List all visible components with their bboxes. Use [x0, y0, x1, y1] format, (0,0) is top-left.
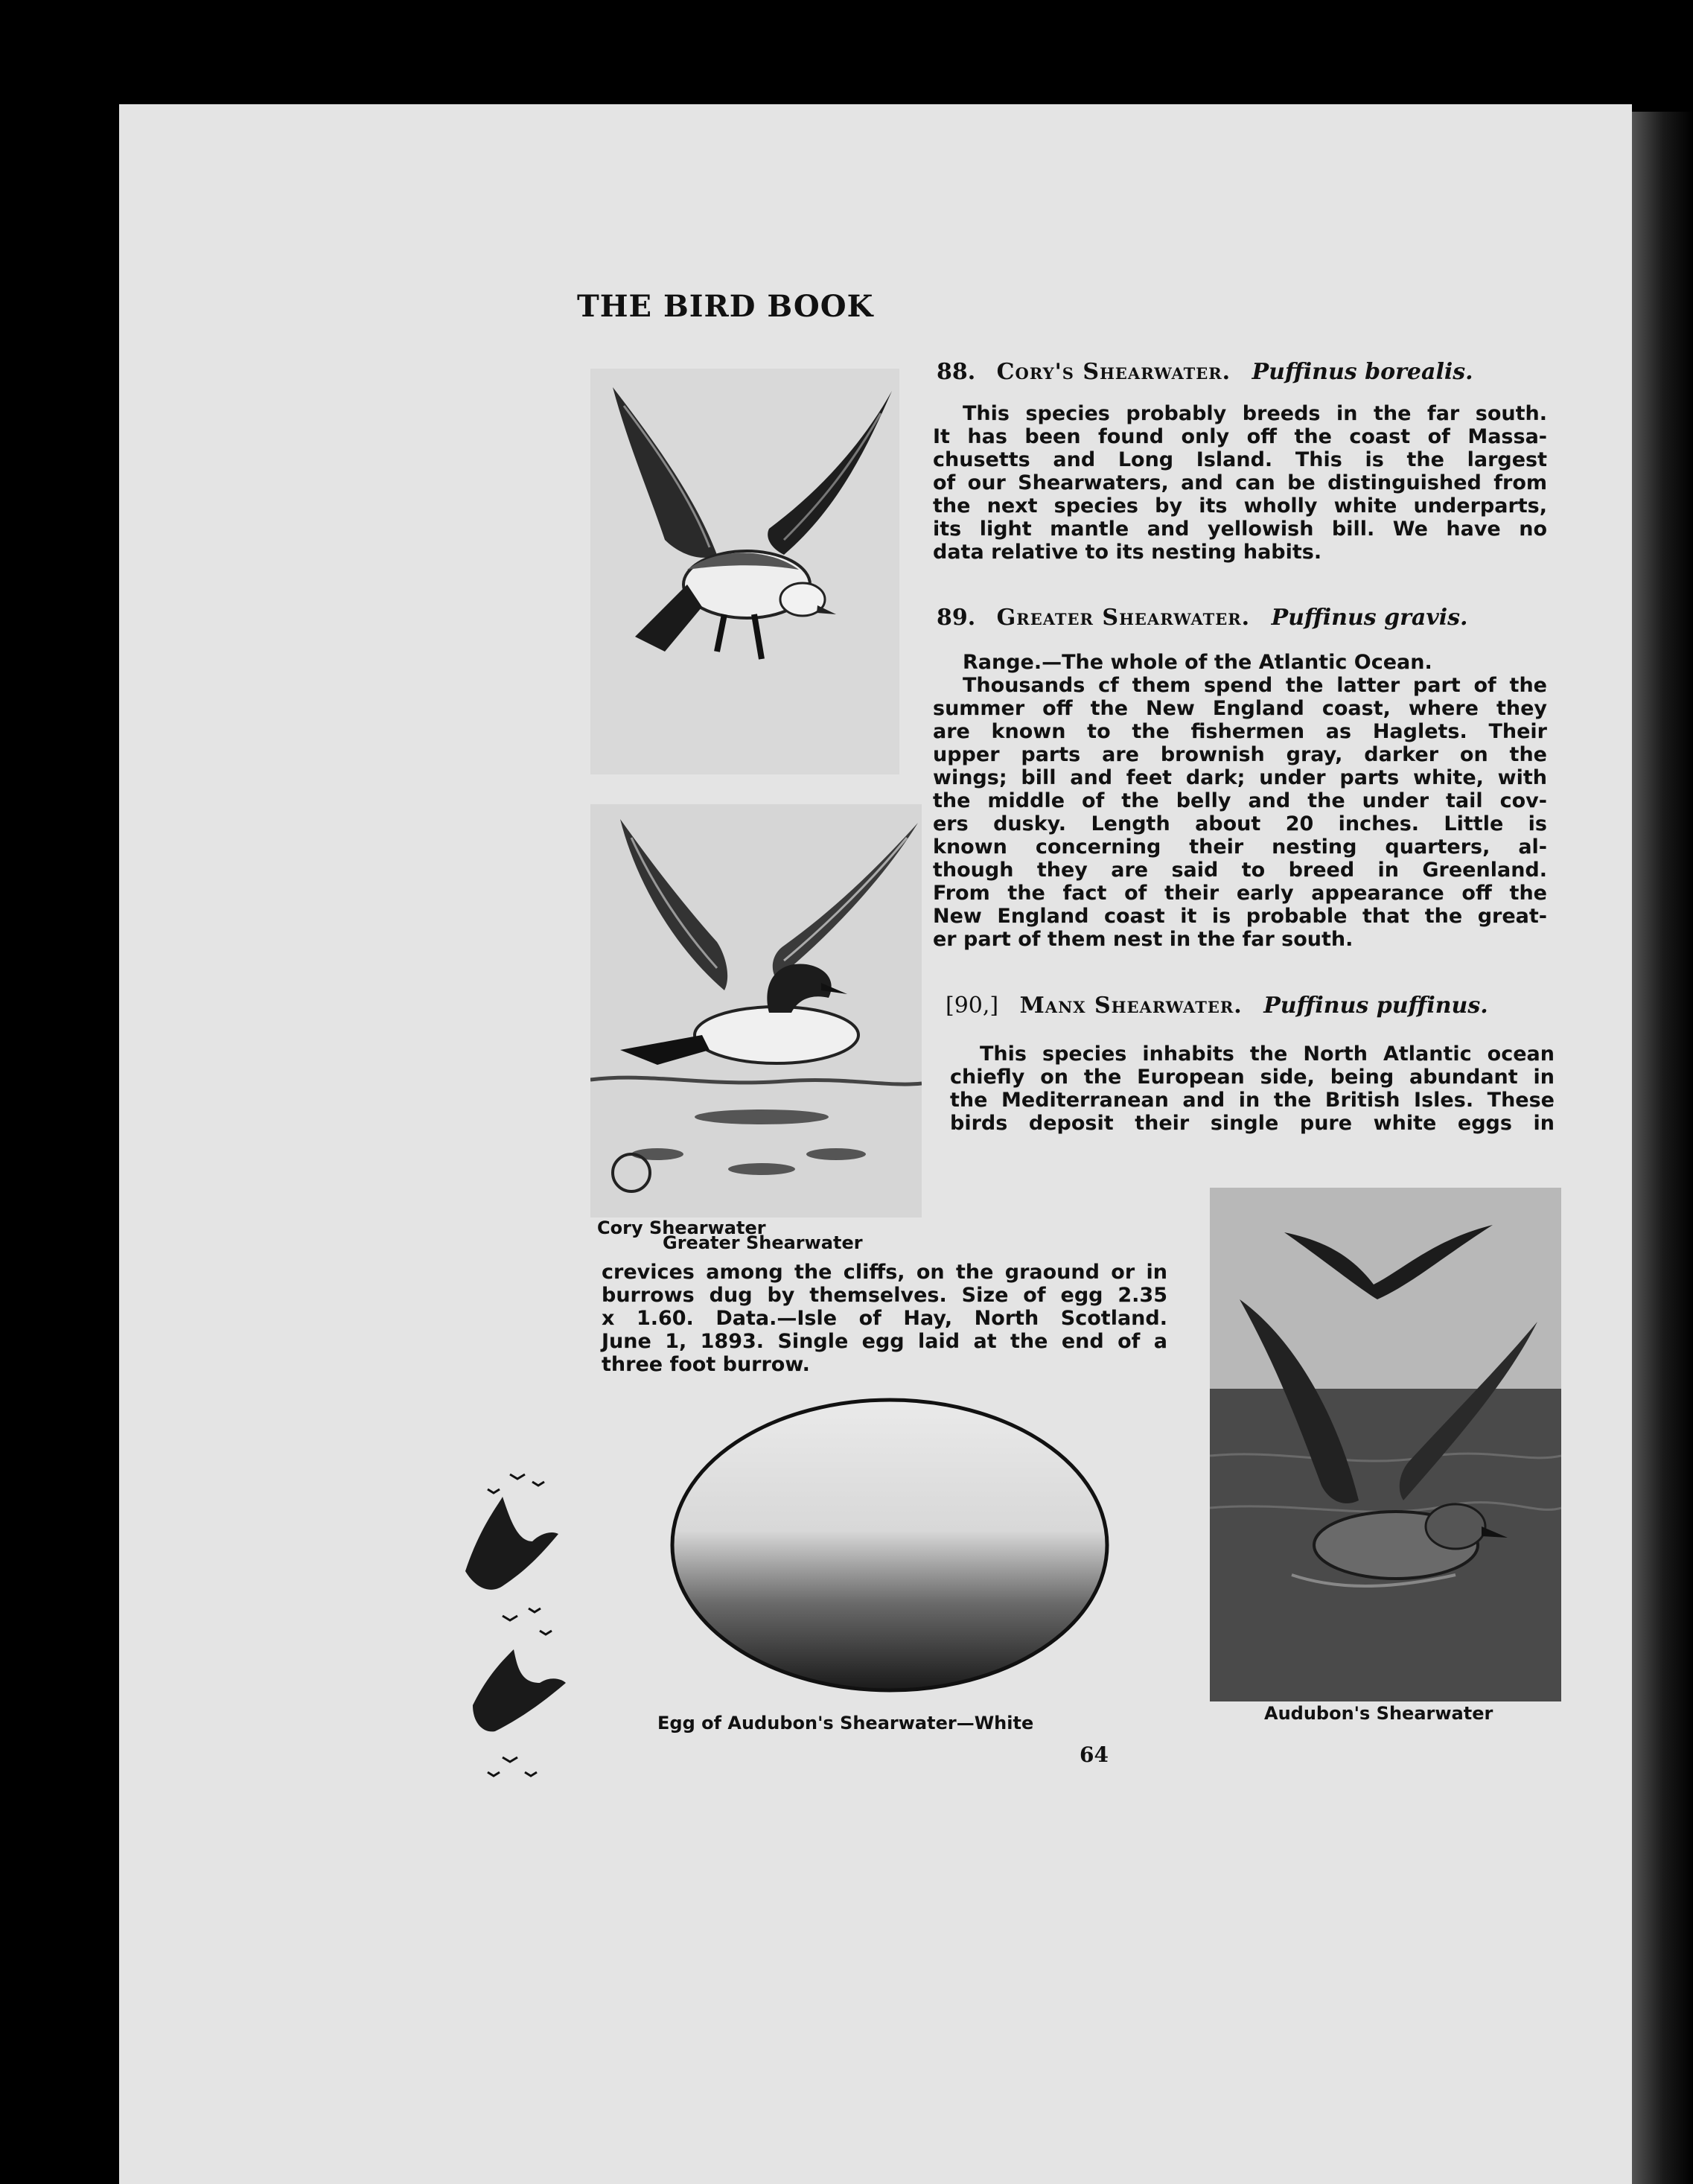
caption-audubons-shearwater: Audubon's Shearwater	[1264, 1703, 1493, 1724]
text-line: From the fact of their early appearance off the	[933, 882, 1547, 905]
greater-shearwater-illustration	[590, 804, 922, 1217]
entry-number: 88.	[937, 359, 976, 385]
text-line: are known to the fishermen as Haglets. Their	[933, 720, 1547, 743]
margin-birds-drawing	[458, 1459, 570, 1787]
text-line: data relative to its nesting habits.	[933, 541, 1322, 564]
text-line: er part of them nest in the far south.	[933, 928, 1354, 951]
text-line: ers dusky. Length about 20 inches. Little is	[933, 812, 1547, 835]
entry-90-heading	[946, 993, 1488, 1019]
caption-egg: Egg of Audubon's Shearwater—White	[657, 1713, 1034, 1733]
egg-illustration	[666, 1396, 1113, 1709]
text-line: x 1.60. Data.—Isle of Hay, North Scotland.	[602, 1307, 1167, 1330]
running-head: THE BIRD BOOK	[577, 289, 874, 324]
text-line: chusetts and Long Island. This is the largest	[933, 448, 1547, 471]
text-line: June 1, 1893. Single egg laid at the end of a	[602, 1330, 1167, 1353]
entry-latin-name: Puffinus puffinus.	[1263, 993, 1488, 1019]
cory-shearwater-illustration	[590, 369, 899, 774]
entry-latin-name: Puffinus gravis.	[1271, 605, 1468, 631]
text-line: the Mediterranean and in the British Isles. These	[950, 1089, 1555, 1112]
text-line: It has been found only off the coast of Massa-	[933, 425, 1547, 448]
text-line: its light mantle and yellowish bill. We have no	[933, 518, 1547, 541]
margin-decoration	[458, 1459, 570, 1787]
entry-number: [90,]	[946, 993, 999, 1019]
text-line: crevices among the cliffs, on the graound or in	[602, 1261, 1167, 1284]
entry-number: 89.	[937, 605, 976, 631]
text-line: the next species by its wholly white underparts,	[933, 494, 1547, 518]
text-line: birds deposit their single pure white eggs in	[950, 1112, 1555, 1135]
text-line: known concerning their nesting quarters, al-	[933, 835, 1547, 859]
entry-90-continuation	[602, 1261, 1167, 1376]
entry-common-name: Cory's Shearwater.	[996, 359, 1231, 385]
text-line: wings; bill and feet dark; under parts white, with	[933, 766, 1547, 789]
cory-shearwater-drawing	[590, 369, 899, 774]
entry-common-name: Manx Shearwater.	[1019, 993, 1243, 1019]
caption-cory-shearwater: Cory Shearwater	[597, 1217, 766, 1238]
page-number: 64	[1080, 1742, 1109, 1767]
text-line: This species inhabits the North Atlantic ocean	[980, 1042, 1555, 1066]
entry-89-heading	[937, 605, 1468, 631]
text-line: though they are said to breed in Greenland.	[933, 859, 1547, 882]
text-line: summer off the New England coast, where they	[933, 697, 1547, 720]
text-line: upper parts are brownish gray, darker on the	[933, 743, 1547, 766]
entry-common-name: Greater Shearwater.	[996, 605, 1251, 631]
text-line: three foot burrow.	[602, 1353, 810, 1376]
text-line: of our Shearwaters, and can be distinguished from	[933, 471, 1547, 494]
greater-shearwater-drawing	[590, 804, 922, 1217]
entry-latin-name: Puffinus borealis.	[1252, 359, 1473, 385]
entry-90-text	[950, 1042, 1555, 1135]
entry-88-text	[933, 402, 1547, 564]
text-line: the middle of the belly and the under tail cov-	[933, 789, 1547, 812]
text-line: chiefly on the European side, being abundant in	[950, 1066, 1555, 1089]
audubons-shearwater-illustration	[1210, 1188, 1561, 1701]
text-line: This species probably breeds in the far south.	[963, 402, 1547, 425]
egg-drawing	[666, 1396, 1113, 1709]
text-line: burrows dug by themselves. Size of egg 2.35	[602, 1284, 1167, 1307]
text-line: Thousands cf them spend the latter part of the	[963, 674, 1547, 697]
entry-88-heading	[937, 359, 1473, 385]
entry-89-text	[933, 651, 1547, 951]
audubons-shearwater-drawing	[1210, 1188, 1561, 1701]
text-line: Range.—The whole of the Atlantic Ocean.	[963, 651, 1432, 674]
text-line: New England coast it is probable that the great-	[933, 905, 1547, 928]
caption-greater-shearwater: Greater Shearwater	[663, 1232, 863, 1253]
